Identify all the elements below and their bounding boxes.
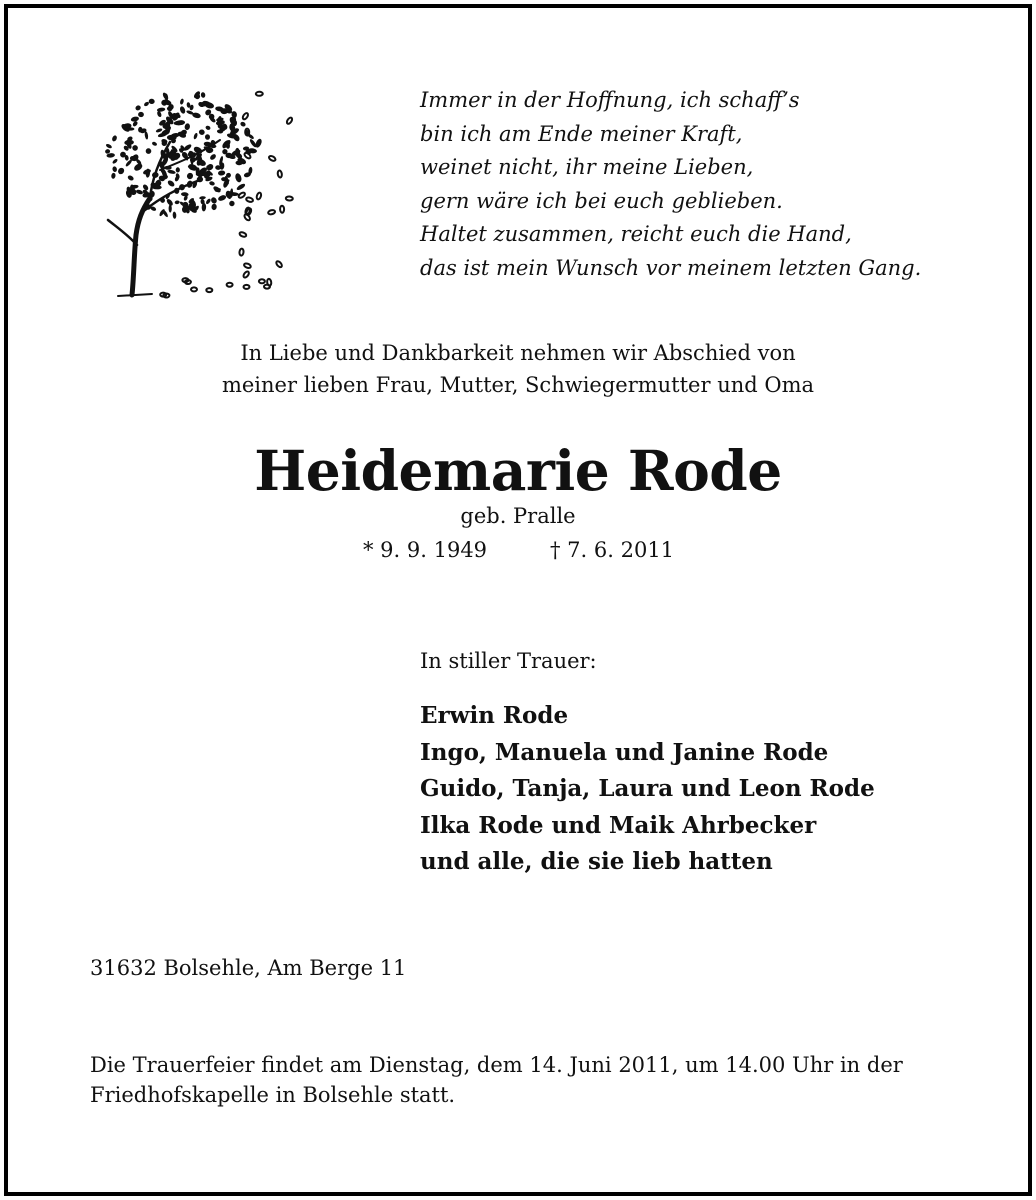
mourner: Erwin Rode xyxy=(420,702,569,729)
intro-line: meiner lieben Frau, Mutter, Schwiegermutter und Oma xyxy=(221,373,815,397)
poem xyxy=(420,84,921,286)
deceased-name: Heidemarie Rode xyxy=(254,438,782,503)
intro-line: In Liebe und Dankbarkeit nehmen wir Abschied von xyxy=(240,341,796,365)
birth-date: * 9. 9. 1949 xyxy=(363,538,488,562)
address: 31632 Bolsehle, Am Berge 11 xyxy=(90,956,407,980)
poem-line: weinet nicht, ihr meine Lieben, xyxy=(420,155,754,180)
poem-line: gern wäre ich bei euch geblieben. xyxy=(420,188,783,213)
poem-line: Haltet zusammen, reicht euch die Hand, xyxy=(420,222,852,247)
mourner: Ingo, Manuela und Janine Rode xyxy=(420,738,829,766)
mourner: Guido, Tanja, Laura und Leon Rode xyxy=(420,775,875,802)
mourner: Ilka Rode und Maik Ahrbecker xyxy=(420,811,817,839)
windblown-tree-icon xyxy=(90,70,300,310)
death-date: † 7. 6. 2011 xyxy=(550,538,675,562)
poem-line: Immer in der Hoffnung, ich schaff’s xyxy=(420,88,800,112)
poem-line: bin ich am Ende meiner Kraft, xyxy=(420,121,743,146)
funeral-notice: Die Trauerfeier findet am Dienstag, dem 14. Juni 2011, um 14.00 Uhr in der Friedhofskapelle in Bolsehle statt. xyxy=(90,1053,903,1107)
mourner: und alle, die sie lieb hatten xyxy=(420,848,773,875)
poem-line: das ist mein Wunsch vor meinem letzten Gang. xyxy=(420,255,922,280)
maiden-name: geb. Pralle xyxy=(460,504,576,528)
mourning-label: In stiller Trauer: xyxy=(420,649,597,673)
mourners-list xyxy=(420,698,875,881)
